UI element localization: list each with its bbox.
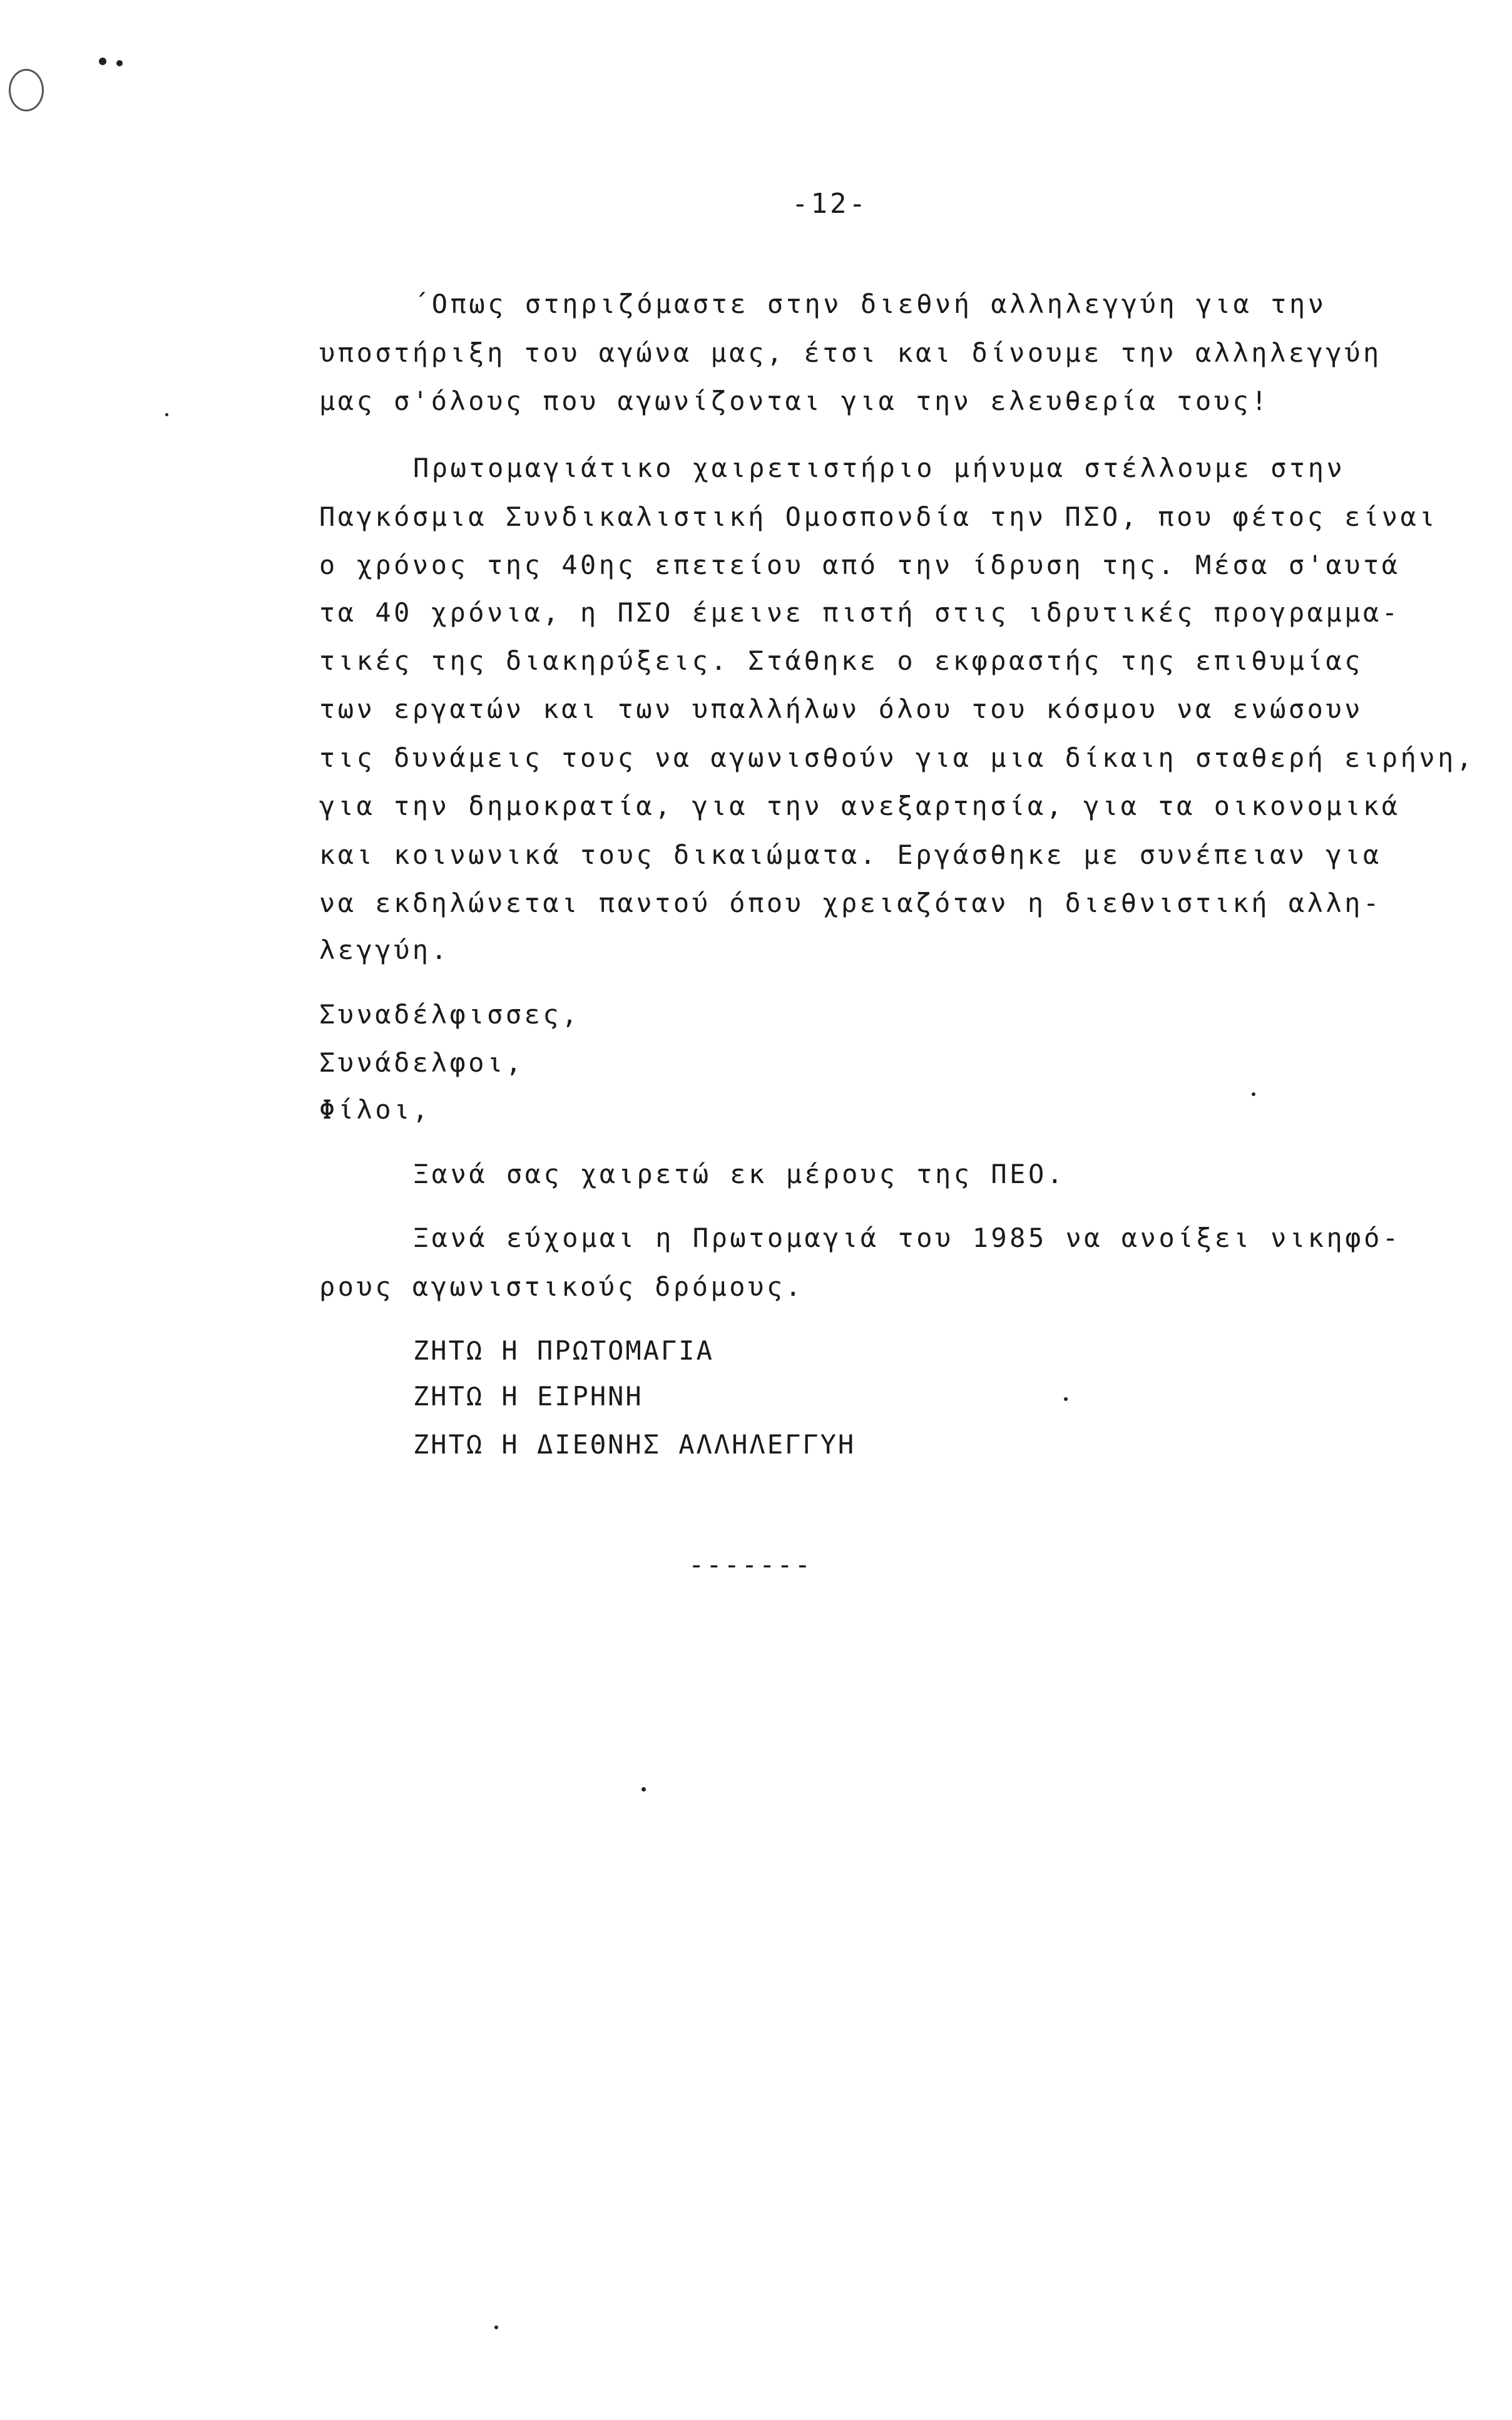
speck	[165, 413, 168, 416]
speck	[494, 2325, 498, 2329]
paragraph-2-line: τις δυνάμεις τους να αγωνισθούν για μια δίκαιη σταθερή ειρήνη,	[319, 742, 1475, 773]
paragraph-2-line: ο χρόνος της 40ης επετείου από την ίδρυση της. Μέσα σ'αυτά	[319, 550, 1401, 580]
paragraph-2-line: Πρωτομαγιάτικο χαιρετιστήριο μήνυμα στέλλουμε στην	[413, 453, 1346, 483]
speck	[1064, 1397, 1068, 1401]
end-mark: -------	[688, 1549, 813, 1580]
paragraph-2-line: Παγκόσμια Συνδικαλιστική Ομοσπονδία την ΠΣΟ, που φέτος είναι	[319, 501, 1438, 532]
wish-line: Ξανά εύχομαι η Πρωτομαγιά του 1985 να ανοίξει νικηφό-	[413, 1223, 1401, 1253]
slogan-line: ΖΗΤΩ Η ΔΙΕΘΝΗΣ ΑΛΛΗΛΕΓΓΥΗ	[413, 1429, 856, 1460]
paragraph-1-line: ΄Οπως στηριζόμαστε στην διεθνή αλληλεγγύη για την	[413, 289, 1327, 319]
slogan-line: ΖΗΤΩ Η ΠΡΩΤΟΜΑΓΙΑ	[413, 1335, 714, 1366]
speck	[641, 1787, 646, 1792]
paragraph-2-line: τικές της διακηρύξεις. Στάθηκε ο εκφραστής της επιθυμίας	[319, 645, 1364, 676]
page-number: -12-	[792, 188, 868, 220]
paragraph-1-line: μας σ'όλους που αγωνίζονται για την ελευθερία τους!	[319, 386, 1270, 416]
salutation-line: Φίλοι,	[319, 1094, 431, 1125]
speck	[116, 60, 123, 66]
speck	[1252, 1092, 1255, 1096]
speck	[99, 58, 106, 65]
salutation-line: Συναδέλφισσες,	[319, 999, 581, 1030]
paragraph-2-line: για την δημοκρατία, για την ανεξαρτησία, για τα οικονομικά	[319, 791, 1401, 821]
paragraph-2-line: να εκδηλώνεται παντού όπου χρειαζόταν η διεθνιστική αλλη-	[319, 888, 1382, 918]
paragraph-1-line: υποστήριξη του αγώνα μας, έτσι και δίνουμε την αλληλεγγύη	[319, 337, 1382, 368]
greeting-line: Ξανά σας χαιρετώ εκ μέρους της ΠΕΟ.	[413, 1159, 1066, 1189]
paragraph-2-line: λεγγύη.	[319, 935, 450, 965]
wish-line: ρους αγωνιστικούς δρόμους.	[319, 1271, 804, 1302]
slogan-line: ΖΗΤΩ Η ΕΙΡΗΝΗ	[413, 1381, 643, 1412]
paragraph-2-line: των εργατών και των υπαλλήλων όλου του κόσμου να ενώσουν	[319, 694, 1364, 724]
punch-hole	[9, 69, 44, 111]
salutation-line: Συνάδελφοι,	[319, 1047, 524, 1078]
paragraph-2-line: και κοινωνικά τους δικαιώματα. Εργάσθηκε με συνέπειαν για	[319, 839, 1382, 870]
paragraph-2-line: τα 40 χρόνια, η ΠΣΟ έμεινε πιστή στις ιδρυτικές προγραμμα-	[319, 597, 1401, 628]
